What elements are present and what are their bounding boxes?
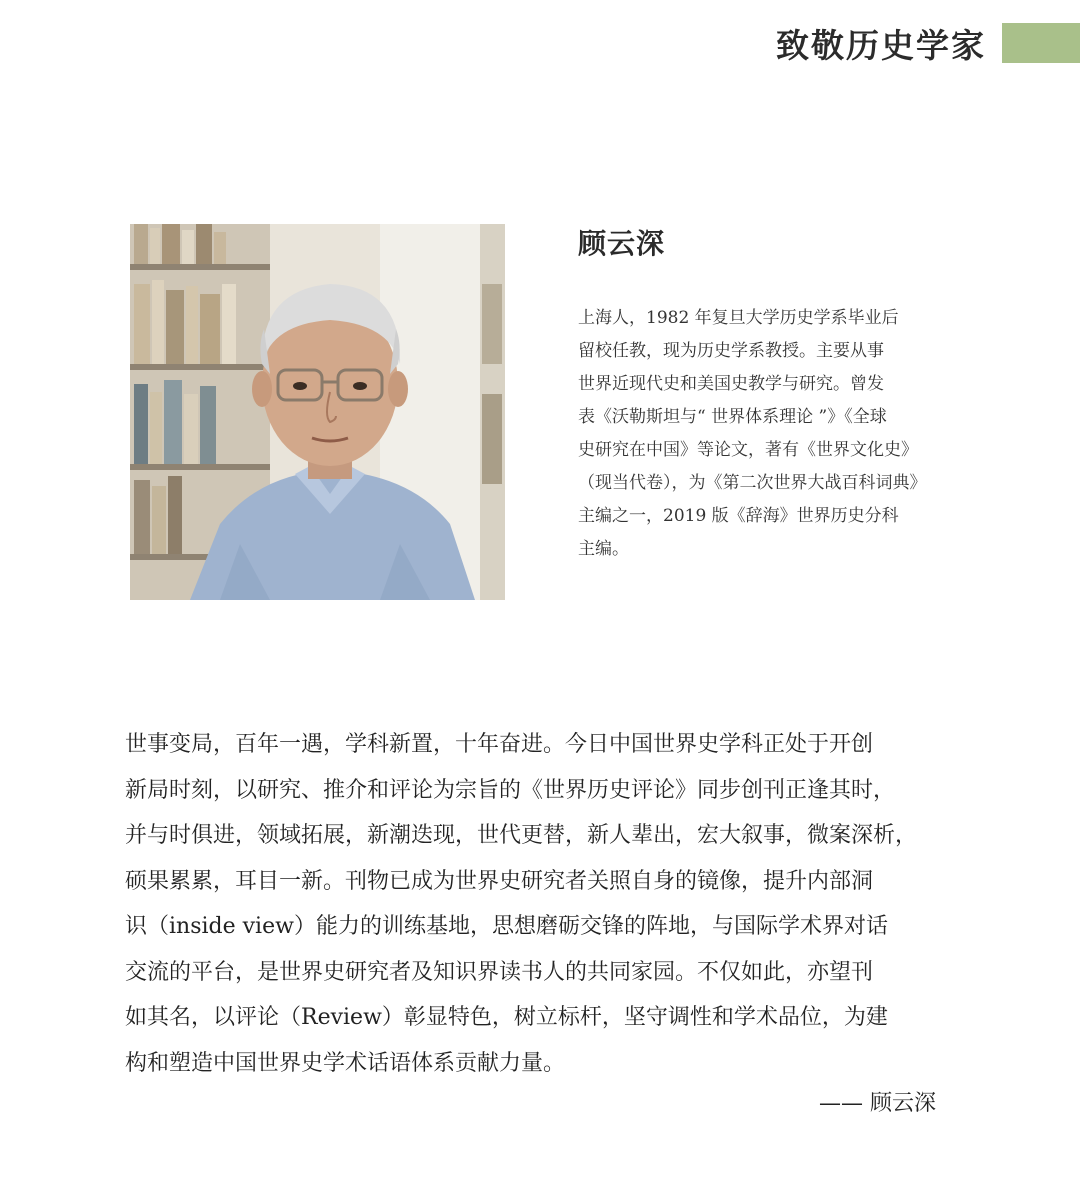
bio-line: 主编。 (578, 539, 629, 559)
essay-line: 并与时俱进，领域拓展，新潮迭现，世代更替，新人辈出，宏大叙事，微案深析， (125, 823, 918, 848)
section-title: 致敬历史学家 (776, 25, 986, 65)
essay-line: 硕果累累，耳目一新。刊物已成为世界史研究者关照自身的镜像，提升内部洞 (125, 868, 874, 894)
portrait-photo (130, 224, 505, 600)
biography (578, 222, 948, 566)
essay-line: 交流的平台，是世界史研究者及知识界读书人的共同家园。不仅如此，亦望刊 (125, 959, 874, 985)
author-name: 顾云深 (578, 227, 666, 260)
bio-line: 主编之一，2019 版《辞海》世界历史分科 (578, 506, 899, 526)
signature: —— 顾云深 (819, 1091, 936, 1116)
essay-line: 如其名，以评论（Review）彰显特色，树立标杆，坚守调性和学术品位，为建 (125, 1005, 888, 1030)
essay-line: 构和塑造中国世界史学术话语体系贡献力量。 (125, 1050, 566, 1076)
section-header (776, 20, 1080, 66)
bio-line: 表《沃勒斯坦与“ 世界体系理论 ”》《全球 (578, 407, 887, 427)
bio-line: 史研究在中国》等论文，著有《世界文化史》 (578, 440, 918, 460)
bio-line: 留校任教，现为历史学系教授。主要从事 (578, 341, 884, 361)
bio-line: （现当代卷），为《第二次世界大战百科词典》 (578, 473, 927, 493)
essay-body (125, 722, 955, 1086)
essay-line: 识（inside view）能力的训练基地，思想磨砺交锋的阵地，与国际学术界对话 (125, 914, 888, 939)
essay-line: 新局时刻，以研究、推介和评论为宗旨的《世界历史评论》同步创刊正逢其时， (125, 777, 896, 803)
bio-line: 世界近现代史和美国史教学与研究。曾发 (578, 374, 884, 394)
accent-bar (1002, 23, 1080, 63)
essay-line: 世事变局，百年一遇，学科新置，十年奋进。今日中国世界史学科正处于开创 (125, 732, 874, 757)
bio-line: 上海人，1982 年复旦大学历史学系毕业后 (578, 308, 899, 328)
